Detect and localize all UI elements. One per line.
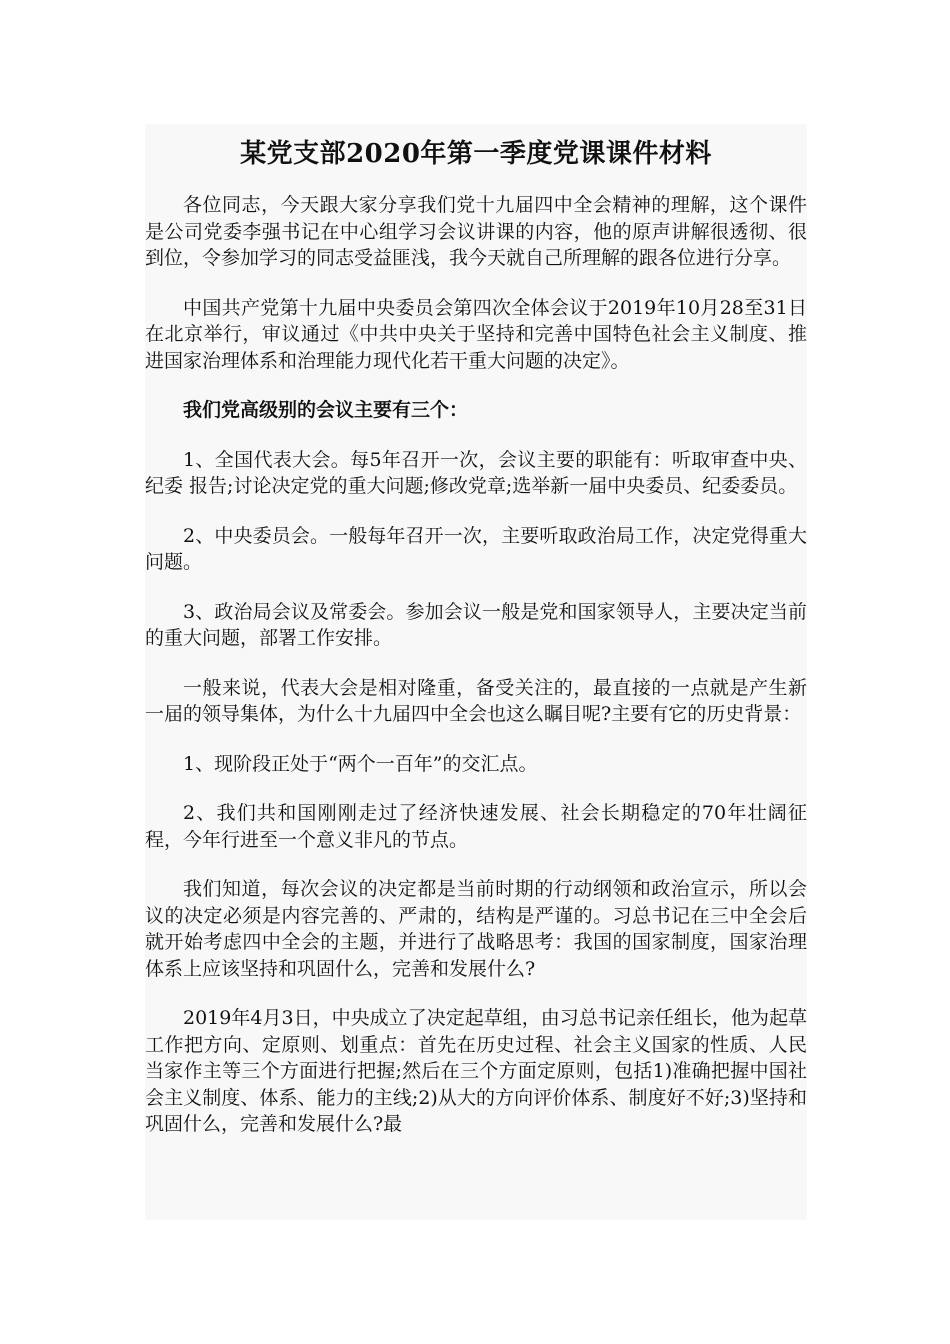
document-title: 某党支部2020年第一季度党课课件材料 — [240, 139, 712, 169]
paragraph-meeting-1: 1、全国代表大会。每5年召开一次，会议主要的职能有：听取审查中央、纪委 报告;讨论决定党的重大问题;修改党章;选举新一届中央委员、纪委委员。 — [145, 448, 807, 497]
paragraph-background-1: 1、现阶段正处于“两个一百年”的交汇点。 — [183, 752, 538, 775]
paragraph-background-2: 2、我们共和国刚刚走过了经济快速发展、社会长期稳定的70年壮阔征程，今年行进至一个意义非凡的节点。 — [145, 802, 807, 851]
paragraph-plenum: 中国共产党第十九届中央委员会第四次全体会议于2019年10月28至31日在北京举行，审议通过《中共中央关于坚持和完善中国特色社会主义制度、推进国家治理体系和治理能力现代化若干重大问题的决定》。 — [145, 296, 807, 372]
paragraph-meeting-2: 2、中央委员会。一般每年召开一次，主要听取政治局工作，决定党得重大问题。 — [145, 524, 807, 573]
document-body — [145, 192, 807, 1138]
document-page — [145, 124, 807, 1220]
paragraph-meeting-3: 3、政治局会议及常委会。参加会议一般是党和国家领导人，主要决定当前的重大问题，部署工作安排。 — [145, 600, 807, 649]
paragraph-background: 一般来说，代表大会是相对隆重，备受关注的，最直接的一点就是产生新一届的领导集体，为什么十九届四中全会也这么瞩目呢?主要有它的历史背景： — [145, 676, 807, 725]
paragraph-decision: 我们知道，每次会议的决定都是当前时期的行动纲领和政治宣示，所以会议的决定必须是内容完善的、严肃的，结构是严谨的。习总书记在三中全会后就开始考虑四中全会的主题，并进行了战略思考：我国的国家制度，国家治理体系上应该坚持和巩固什么，完善和发展什么? — [145, 878, 807, 980]
paragraph-drafting: 2019年4月3日，中央成立了决定起草组，由习总书记亲任组长，他为起草工作把方向、定原则、划重点：首先在历史过程、社会主义国家的性质、人民当家作主等三个方面进行把握;然后在三个方面定原则，包括1)准确把握中国社会主义制度、体系、能力的主线;2)从大的方向评价体系、制度好不好;3)坚持和巩固什么，完善和发展什么?最 — [145, 1007, 807, 1135]
paragraph-heading-meetings: 我们党高级别的会议主要有三个： — [183, 399, 469, 421]
paragraph-intro: 各位同志，今天跟大家分享我们党十九届四中全会精神的理解，这个课件是公司党委李强书记在中心组学习会议讲课的内容，他的原声讲解很透彻、很到位，令参加学习的同志受益匪浅，我今天就自己所理解的跟各位进行分享。 — [145, 194, 807, 269]
